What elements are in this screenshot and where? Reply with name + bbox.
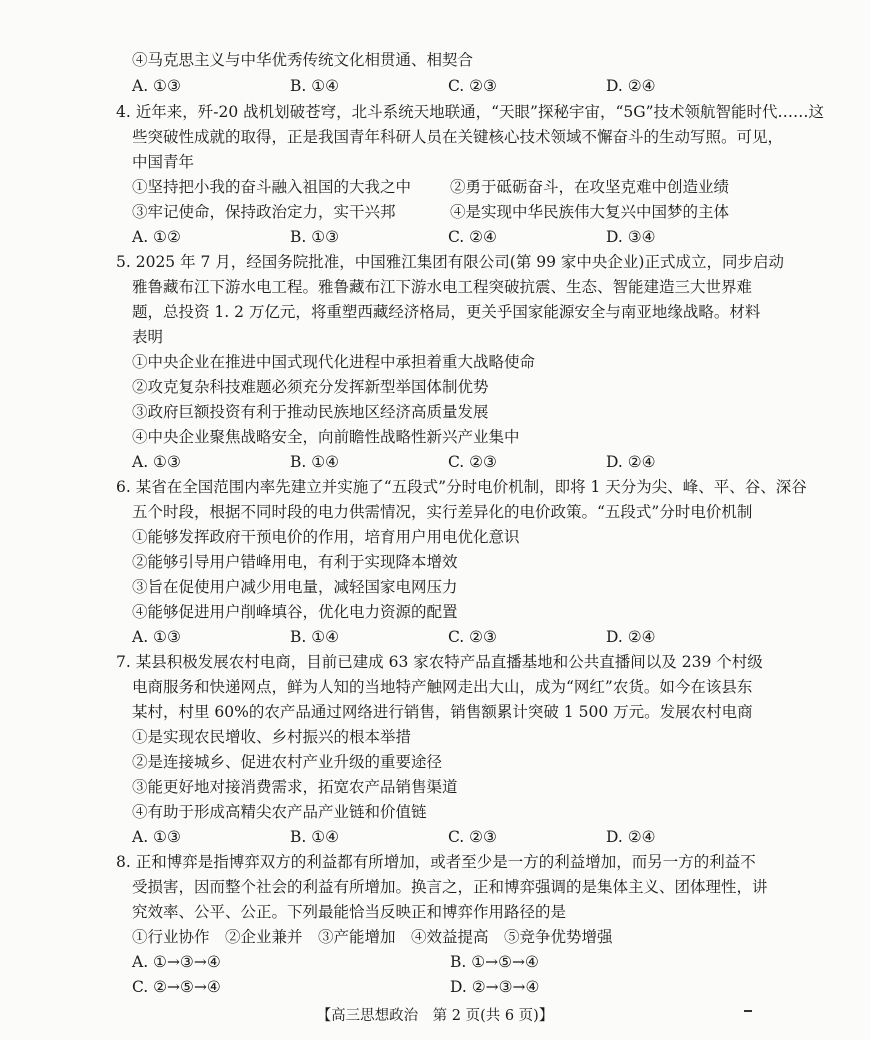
q5-stem-line-3: 题，总投资 1. 2 万亿元，将重塑西藏经济格局，更关乎国家能源安全与南亚地缘战略。材料 <box>132 303 761 321</box>
q5-item-2: ②攻克复杂科技难题必须充分发挥新型举国体制优势 <box>132 378 489 396</box>
q6-item-2: ②能够引导用户错峰用电，有利于实现降本增效 <box>132 553 458 571</box>
q8-stem-line-2: 受损害，因而整个社会的利益有所增加。换言之，正和博弈强调的是集体主义、团体理性，讲 <box>132 878 768 896</box>
q3-option-a: A. ①③ <box>132 77 181 95</box>
q7-item-2: ②是连接城乡、促进农村产业升级的重要途径 <box>132 753 443 771</box>
q8-stem-line-1: 8. 正和博弈是指博弈双方的利益都有所增加，或者至少是一方的利益增加，而另一方的利益不 <box>116 853 756 871</box>
q4-option-a: A. ①② <box>132 228 181 246</box>
q7-item-4: ④有助于形成高精尖农产品产业链和价值链 <box>132 803 427 821</box>
q7-option-d: D. ②④ <box>606 828 656 846</box>
q4-options <box>132 225 792 249</box>
q4-items-row-2 <box>132 200 792 224</box>
q5-item-1: ①中央企业在推进中国式现代化进程中承担着重大战略使命 <box>132 353 536 371</box>
q5-option-c: C. ②③ <box>448 453 497 471</box>
q7-item-1: ①是实现农民增收、乡村振兴的根本举措 <box>132 728 412 746</box>
q6-item-3: ③旨在促使用户减少用电量，减轻国家电网压力 <box>132 578 458 596</box>
q8-option-c: C. ②→⑤→④ <box>132 978 221 996</box>
q4-items-row-1 <box>132 175 792 199</box>
q4-option-b: B. ①③ <box>290 228 340 246</box>
q6-option-d: D. ②④ <box>606 628 656 646</box>
q7-options <box>132 825 792 849</box>
q7-option-b: B. ①④ <box>290 828 340 846</box>
q6-stem-line-1: 6. 某省在全国范围内率先建立并实施了“五段式”分时电价机制，即将 1 天分为尖、峰、平、谷、深谷 <box>116 478 807 496</box>
q7-option-c: C. ②③ <box>448 828 497 846</box>
q8-options-row-2 <box>132 975 792 999</box>
q8-stem-line-3: 究效率、公平、公正。下列最能恰当反映正和博弈作用路径的是 <box>132 903 567 921</box>
page-footer: 【高三思想政治 第 2 页(共 6 页)】 <box>316 1008 554 1024</box>
q5-item-4: ④中央企业聚焦战略安全，向前瞻性战略性新兴产业集中 <box>132 428 520 446</box>
q4-item-4: ④是实现中华民族伟大复兴中国梦的主体 <box>450 203 730 221</box>
q7-option-a: A. ①③ <box>132 828 181 846</box>
q6-item-4: ④能够促进用户削峰填谷，优化电力资源的配置 <box>132 603 458 621</box>
q3-option-d: D. ②④ <box>606 77 656 95</box>
q7-item-3: ③能更好地对接消费需求，拓宽农产品销售渠道 <box>132 778 458 796</box>
q3-option-c: C. ②③ <box>448 77 497 95</box>
q5-option-a: A. ①③ <box>132 453 181 471</box>
q6-option-b: B. ①④ <box>290 628 340 646</box>
q3-item-4: ④马克思主义与中华优秀传统文化相贯通、相契合 <box>132 51 474 69</box>
q7-stem-line-3: 某村，村里 60%的农产品通过网络进行销售，销售额累计突破 1 500 万元。发展农村电商 <box>132 703 753 721</box>
q5-item-3: ③政府巨额投资有利于推动民族地区经济高质量发展 <box>132 403 489 421</box>
q4-item-2: ②勇于砥砺奋斗，在攻坚克难中创造业绩 <box>450 178 730 196</box>
q6-option-c: C. ②③ <box>448 628 497 646</box>
q4-stem-line-1: 4. 近年来，歼-20 战机划破苍穹，北斗系统天地联通，“天眼”探秘宇宙，“5G”技术领航智能时代……这 <box>116 103 825 121</box>
q5-option-d: D. ②④ <box>606 453 656 471</box>
q5-options <box>132 450 792 474</box>
q5-stem-line-1: 5. 2025 年 7 月，经国务院批准，中国雅江集团有限公司(第 99 家中央企业)正式成立，同步启动 <box>116 253 784 271</box>
q8-option-b: B. ①→⑤→④ <box>450 953 539 971</box>
q7-stem-line-1: 7. 某县积极发展农村电商，目前已建成 63 家农特产品直播基地和公共直播间以及 239 个村级 <box>116 653 763 671</box>
q8-option-a: A. ①→③→④ <box>132 953 221 971</box>
q4-item-3: ③牢记使命，保持政治定力，实干兴邦 <box>132 203 396 221</box>
q4-stem-line-2: 些突破性成就的取得，正是我国青年科研人员在关键核心技术领域不懈奋斗的生动写照。可见， <box>132 128 784 146</box>
q8-items: ①行业协作 ②企业兼并 ③产能增加 ④效益提高 ⑤竞争优势增强 <box>132 928 613 946</box>
q6-options <box>132 625 792 649</box>
q3-option-b: B. ①④ <box>290 77 340 95</box>
q4-option-d: D. ③④ <box>606 228 656 246</box>
q8-option-d: D. ②→③→④ <box>450 978 540 996</box>
q7-stem-line-2: 电商服务和快递网点，鲜为人知的当地特产触网走出大山，成为“网红”农货。如今在该县东 <box>132 678 753 696</box>
q4-stem-line-3: 中国青年 <box>132 153 195 171</box>
q6-item-1: ①能够发挥政府干预电价的作用，培育用户用电优化意识 <box>132 528 520 546</box>
q3-options <box>132 74 792 98</box>
q5-stem-line-4: 表明 <box>132 328 164 346</box>
q6-stem-line-2: 五个时段，根据不同时段的电力供需情况，实行差异化的电价政策。“五段式”分时电价机制 <box>132 503 753 521</box>
q4-option-c: C. ②④ <box>448 228 497 246</box>
q5-option-b: B. ①④ <box>290 453 340 471</box>
scan-mark <box>744 1010 752 1012</box>
q8-options-row-1 <box>132 950 792 974</box>
q5-stem-line-2: 雅鲁藏布江下游水电工程。雅鲁藏布江下游水电工程突破抗震、生态、智能建造三大世界难 <box>132 278 753 296</box>
q6-option-a: A. ①③ <box>132 628 181 646</box>
q4-item-1: ①坚持把小我的奋斗融入祖国的大我之中 <box>132 178 412 196</box>
